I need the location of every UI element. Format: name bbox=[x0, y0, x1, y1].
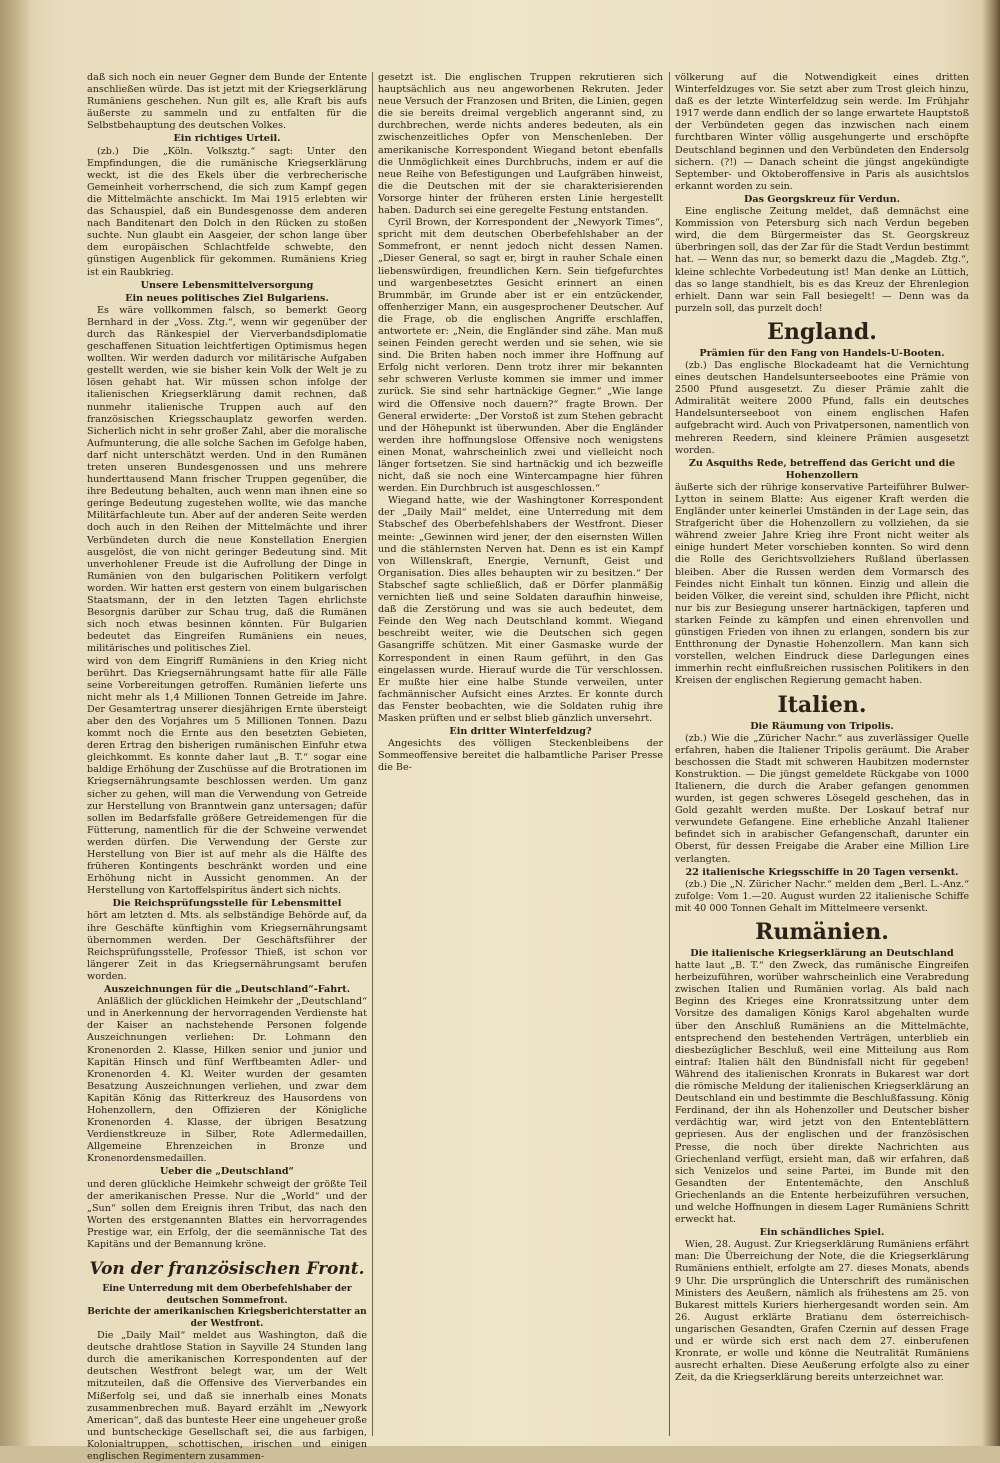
headline: Prämien für den Fang von Handels-U-Booten. bbox=[699, 347, 945, 359]
paragraph: Wiegand hatte, wie der Washingtoner Korrespondent der „Daily Mail“ meldet, eine Unterredung mit dem Stabschef des Oberbefehlshabers der Westfront. Dieser meinte: „Gewinnen wird jener, der den eisernsten Willen und die stählernsten Nerven hat. Denn es ist ein Kampf von Willenskraft, Energie, Vernunft, Geist und Organisation. Dies alles behaupten wir zu besitzen.“ Der Stabschef sagte schließlich, daß er Dörfer planmäßig vernichten ließ und seine Soldaten daraufhin hinweise, daß die Zerstörung und was sie auch bedeutet, dem Feinde den Weg nach Deutschland kommt. Wiegand beschreibt weiter, wie die Deutschen sich gegen Gasangriffe schützen. Mit einer Gasmaske wurde der Korrespondent in einen Raum geführt, in den Gas eingelassen wurde. Hierauf wurde die Tür verschlossen. Er mußte hier eine halbe Stunde verweilen, unter fachmännischer Aufsicht eines Arztes. Er konnte durch das Fenster beobachten, wie die Soldaten ruhig ihre Masken prüften und er selbst blieb gänzlich unversehrt. bbox=[378, 495, 663, 724]
page-edge-shadow bbox=[982, 0, 1000, 1446]
paragraph: und deren glückliche Heimkehr schweigt der größte Teil der amerikanischen Presse. Nur die „World“ und der „Sun“ sollen dem Ereignis ihren Tribut, das nach den Worten des erstgenannten Blattes ein hervorragendes Prestige war, ein Erfolg, der die seemännische Tat des Kapitäns und der Bemannung kröne. bbox=[87, 1178, 367, 1250]
paragraph: äußerte sich der rührige konservative Parteiführer Bulwer-Lytton in seinem Blatte: Aus eigener Kraft werden die Engländer unter keinerlei Umständen in der Lage sein, das Strafgericht über die Hohenzollern zu vollziehen, da sie während zweier Jahre Krieg ihre Front nicht weiter als einige hundert Meter vorschieben konnten. So wird denn die Rolle des Gerichtsvollziehers Rußland überlassen bleiben. Aber die Russen werden dem Vormarsch des Feindes nicht Einhalt tun können. Einzig und allein die beiden Völker, die vereint sind, schulden ihre Pflicht, nicht nur bis zur Besiegung unserer hartnäckigen, tapferen und starken Feinde zu kämpfen und einen ehrenvollen und günstigen Frieden von ihnen zu erlangen, sondern bis zur Entthronung der Dynastie Hohenzollern. Man kann sich vorstellen, welchen Eindruck diese Darlegungen eines immerhin recht einflußreichen russischen Politikers in den Kreisen der englischen Regierung gemacht haben. bbox=[675, 481, 969, 687]
paragraph: hört am letzten d. Mts. als selbständige Behörde auf, da ihre Geschäfte künftighin vom Kriegsernährungsamt übernommen werden. Der Geschäftsführer der Reichsprüfungsstelle, Professor Thieß, ist schon vor längerer Zeit in das Kriegsernährungsamt berufen worden. bbox=[87, 910, 367, 982]
headline: Ein neues politisches Ziel Bulgariens. bbox=[125, 292, 329, 304]
kicker: Berichte der amerikanischen Kriegsberichterstatter an der Westfront. bbox=[87, 1307, 367, 1329]
section-headline: Italien. bbox=[777, 691, 867, 718]
section-headline: Rumänien. bbox=[755, 919, 889, 945]
kicker: Eine Unterredung mit dem Oberbefehlshaber der deutschen Sommefront. bbox=[102, 1284, 352, 1306]
page-binding-shadow bbox=[0, 0, 32, 1446]
column-rule-1 bbox=[372, 72, 373, 1436]
section-headline: Von der französischen Front. bbox=[89, 1259, 365, 1280]
headline: Zu Asquiths Rede, betreffend das Gericht und die Hohenzollern bbox=[688, 457, 956, 481]
paragraph: Es wäre vollkommen falsch, so bemerkt Georg Bernhard in der „Voss. Ztg.“, wenn wir gegenüber der durch das Ränkespiel der Vierverbandsdiplomatie geschaffenen Situation leichtfertigen Optimismus hegen wollten. Wir werden dadurch vor militärische Aufgaben gestellt werden, wie sie bisher kein Volk der Welt je zu lösen gehabt hat. Wir müssen schon infolge der italienischen Kriegserklärung damit rechnen, daß nunmehr italienische Truppen auch auf den französischen Kriegsschauplatz geworfen werden. Sicherlich nicht in sehr großer Zahl, aber die moralische Aufmunterung, die alle solche Sachen im Gefolge haben, darf nicht unterschätzt werden. Und in den Rumänen treten unseren Bundesgenossen und uns mehrere hunderttausend Mann frischer Truppen gegenüber, die ihre Bedeutung behalten, auch wenn man ihnen eine so geringe Bedeutung zugestehen wollte, wie das manche Militärfachleute tun. Aber auf der anderen Seite werden doch auch in den Reihen der Mittelmächte und ihrer Verbündeten durch die neue Konstellation Energien ausgelöst, die von nicht geringer Bedeutung sind. Mit unverhohlener Freude ist die Aufrollung der Dinge in Rumänien von den bulgarischen Politikern verfolgt worden. Wir hatten erst gestern von einem bulgarischen Staatsmann, der in den letzten Tagen ehrlichste Besorgnis darüber zur Schau trug, daß die Rumänen sich noch etwas besinnen könnten. Für Bulgarien bedeutet das Eingreifen Rumäniens ein neues, militärisches und politisches Ziel. bbox=[87, 304, 367, 655]
paragraph: Eine englische Zeitung meldet, daß demnächst eine Kommission von Petersburg sich nach Verdun begeben wird, die dem Bürgermeister das St. Georgskreuz überbringen soll, das der Zar für die Stadt Verdun bestimmt hat. — Wenn das nur, so bemerkt dazu die „Magdeb. Ztg.“, kleine schlechte Vorbedeutung ist! Man denke an Lüttich, das so lange standhielt, bis es das Kreuz der Ehrenlegion erhielt. Dann war sein Fall besiegelt! — Denn was da purzeln soll, das purzelt doch! bbox=[675, 206, 969, 314]
headline: 22 italienische Kriegsschiffe in 20 Tagen versenkt. bbox=[685, 866, 959, 878]
paragraph: Wien, 28. August. Zur Kriegserklärung Rumäniens erfährt man: Die Überreichung der Note, die die Kriegserklärung Rumäniens enthielt, erfolgte am 27. dieses Monats, abends 9 Uhr. Die ursprünglich die Unterschrift des rumänischen Ministers des Aeußern, nämlich als frühestens am 25. von Bukarest mittels Kuriers hierhergesandt worden sein. Am 26. August erklärte Bratianu dem österreichisch-ungarischen Gesandten, Grafen Czernin auf dessen Frage und er würde sich erst nach dem 27. einberufenen Kronrate, er wolle und könne die Neutralität Rumäniens ausrecht erhalten. Diese Aeußerung erfolgte also zu einer Zeit, da die Kriegserklärung bereits unterzeichnet war. bbox=[675, 1239, 969, 1384]
headline: Auszeichnungen für die „Deutschland“-Fahrt. bbox=[103, 984, 351, 996]
headline: Die Reichsprüfungsstelle für Lebensmittel bbox=[112, 898, 342, 910]
headline: Ueber die „Deutschland“ bbox=[159, 1166, 295, 1178]
column-3 bbox=[675, 72, 969, 1436]
section-headline: England. bbox=[767, 318, 877, 345]
column-2 bbox=[378, 72, 663, 1436]
paragraph: (zb.) Das englische Blockadeamt hat die Vernichtung eines deutschen Handelsunterseebootes eine Prämie von 2500 Pfund ausgesetzt. Zu dieser Prämie zahlt die Admiralität weitere 2000 Pfund, falls ein deutsches Handelsunterseeboot von einem englischen Hafen aufgebracht wird. Auch von Privatpersonen, namentlich von mehreren Reedern, sind kleinere Prämien ausgesetzt worden. bbox=[675, 359, 969, 456]
headline: Die italienische Kriegserklärung an Deutschland bbox=[690, 948, 954, 959]
paragraph: gesetzt ist. Die englischen Truppen rekrutieren sich hauptsächlich aus neu angeworbenen Rekruten. Jeder neue Versuch der Franzosen und Briten, die Linien, gegen die sie bereits dreimal vergeblich angerannt sind, zu durchbrechen, werde nichts anderes bedeuten, als ein zwischenzeitliches Opfer von Menschenleben. Der amerikanische Korrespondent Wiegand betont ebenfalls die Unmöglichkeit eines Durchbruchs, indem er auf die neue Reihe von Befestigungen und Laufgräben hinweist, die die Deutschen mit der sie charakterisierenden Vorsorge hinter der früheren ersten Linie hergestellt haben. Dadurch sei eine geregelte Festung entstanden. bbox=[378, 72, 663, 217]
paragraph: Die „Daily Mail“ meldet aus Washington, daß die deutsche drahtlose Station in Sayville 24 Stunden lang durch die amerikanischen Korrespondenten auf der deutschen Westfront belegt war, um der Welt mitzuteilen, daß die Offensive des Vierverbandes ein Mißerfolg sei, und daß sie innerhalb eines Monats zusammenbrechen muß. Bayard erzählt im „Newyork American“, daß das bunteste Heer eine ungeheuer große und buntscheckige Gesellschaft sei, die aus farbigen, Kolonialtruppen, schottischen, irischen und einigen englischen Regimentern zusammen- bbox=[87, 1330, 367, 1463]
paragraph: wird von dem Eingriff Rumäniens in den Krieg nicht berührt. Das Kriegsernährungsamt hatte für alle Fälle seine Vorbereitungen getroffen. Rumänien lieferte uns nicht mehr als 1,4 Millionen Tonnen Getreide im Jahre. Der Gesamtertrag unserer diesjährigen Ernte übersteigt aber den des Vorjahres um 5 Millionen Tonnen. Dazu kommt noch die Ernte aus den besetzten Gebieten, deren Ertrag den bisherigen rumänischen Einfuhr etwa gleichkommt. Es konnte daher laut „B. T.“ sogar eine baldige Erhöhung der Zuschüsse auf die Brotrationen im Kriegsernährungsamte beschlossen werden. Um ganz sicher zu gehen, will man die Verwendung von Getreide zur Herstellung von Branntwein ganz untersagen; dafür sollen im Bedarfsfalle größere Getreidemengen für die Fütterung, namentlich für die der Schweine verwendet werden dürfen. Die Verwendung der Gerste zur Herstellung von Bier ist auf mehr als die Hälfte des früheren Kontingents beschränkt worden und eine Erhöhung nicht in Aussicht genommen. An der Herstellung von Kartoffelspiritus ändert sich nichts. bbox=[87, 655, 367, 897]
headline: Das Georgskreuz für Verdun. bbox=[744, 193, 900, 205]
paragraph: (zb.) Die „Köln. Volksztg.“ sagt: Unter den Empfindungen, die die rumänische Kriegserklärung weckt, ist die des Ekels über die verbrecherische Gemeinheit vorherrschend, die sich zum Kampf gegen die Mittelmächte anschickt. Im Mai 1915 erlebten wir das Schauspiel, daß ein Bundesgenosse dem anderen nach Banditenart den Dolch in den Rücken zu stoßen suchte. Nun glaubt ein Aasgeier, der schon lange über dem europäischen Schlachtfelde schwebte, den günstigen Augenblick für gekommen. Rumäniens Krieg ist ein Raubkrieg. bbox=[87, 145, 367, 278]
column-1 bbox=[87, 72, 367, 1463]
paragraph: Cyril Brown, der Korrespondent der „Newyork Times“, spricht mit dem deutschen Oberbefehlshaber an der Sommefront, er nennt jedoch nicht dessen Namen. „Dieser General, so sagt er, birgt in rauher Schale einen liebenswürdigen, freundlichen Kern. Sein tiefgefurchtes und wargenbesetztes Gesicht erinnert an einen Brummbär, im Grunde aber ist er ein entzückender, offenherziger Mann, ein ausgesprochener Deutscher. Auf die Frage, ob die englischen Angriffe erschlaffen, antwortete er: „Nein, die Engländer sind zähe. Man muß seinen Feinden gerecht werden und sie sehen, wie sie sind. Die Briten haben noch immer ihre Hoffnung auf Erfolg nicht verloren. Denn trotz ihrer mir bekannten sehr schweren Verluste kommen sie immer und immer zurück. Sie sind sehr hartnäckige Gegner.“ „Wie lange wird die Offensive noch dauern?“ fragte Brown. Der General erwiderte: „Der Vorstoß ist zum Stehen gebracht und der Höhepunkt ist überwunden. Aber die Engländer werden ihre hoffnungslose Offensive noch wenigstens einen Monat, wahrscheinlich zwei und vielleicht noch länger fortsetzen. Sie sind hartnäckig und ich bezweifle nicht, daß sie noch eine Wintercampagne hier führen werden. Ein Durchbruch ist ausgeschlossen.“ bbox=[378, 217, 663, 495]
headline: Die Räumung von Tripolis. bbox=[750, 720, 894, 732]
paragraph: hatte laut „B. T.“ den Zweck, das rumänische Eingreifen herbeizuführen, worüber wahrscheinlich eine Verabredung zwischen Italien und Rumänien vorlag. Als bald nach Beginn des Krieges eine Kronratssitzung unter dem Vorsitze des damaligen Königs Karol abgehalten wurde über den Anschluß Rumäniens an die Mittelmächte, entsprechend den bestehenden Verträgen, unterblieb ein diesbezüglicher Beschluß, weil eine Mitteilung aus Rom eintraf: Italien hält den Bündnisfall nicht für gegeben! Während des italienischen Kronrats in Bukarest war dort die römische Meldung der italienischen Kriegserklärung an Deutschland ein und bestimmte die Beschlußfassung. König Ferdinand, der ihn als Hohenzoller und Deutscher bisher verdächtig war, wird jetzt von den Ententeblättern gepriesen. Aus der englischen und der französischen Presse, die noch über direkte Nachrichten aus Griechenland verfügt, ersieht man, daß wir erfahren, daß sich Venizelos und seine Partei, im Bunde mit den Gesandten der Ententemächte, den Anschluß Griechenlands an die Entente herbeizuführen versuchen, und welche Hoffnungen in diesem Lager Rumäniens Schritt erweckt hat. bbox=[675, 960, 969, 1226]
headline: Ein dritter Winterfeldzug? bbox=[449, 726, 592, 738]
paragraph: völkerung auf die Notwendigkeit eines dritten Winterfeldzuges vor. Sie setzt aber zum Trost gleich hinzu, daß es der letzte Winterfeldzug sein werde. Im Frühjahr 1917 werde dann endlich der so lange erwartete Hauptstoß der Verbündeten gegen das inzwischen nach einem furchtbaren Winter völlig ausgehungerte und erschöpfte Deutschland beginnen und den Verbündeten den Endersolg sichern. (?!) — Danach scheint die jüngst angekündigte September- und Oktoberoffensive in Paris als ausichtslos erkannt worden zu sein. bbox=[675, 72, 969, 192]
headline: Unsere Lebensmittelversorgung bbox=[140, 279, 314, 291]
paragraph: (zb.) Wie die „Züricher Nachr.“ aus zuverlässiger Quelle erfahren, haben die Italiener Tripolis geräumt. Die Araber beschossen die Stadt mit schweren Haubitzen modernster Konstruktion. — Die jüngst gemeldete Rückgabe von 1000 Italienern, die durch die Araber gefangen genommen wurden, ist gegen schweres Lösegeld geschehen, das in Gold gezahlt werden mußte. Der Loskauf betraf nur verwundete Gefangene. Eine erhebliche Anzahl Italiener befindet sich in arabischer Gefangenschaft, darunter ein Oberst, für dessen Freigabe die Araber eine Million Lire verlangten. bbox=[675, 732, 969, 865]
paragraph: Angesichts des völligen Steckenbleibens der Sommeoffensive bereitet die halbamtliche Pariser Presse die Be- bbox=[378, 738, 663, 774]
paragraph: daß sich noch ein neuer Gegner dem Bunde der Entente anschließen würde. Das ist jetzt mit der Kriegserklärung Rumäniens geschehen. Nun gilt es, alle Kraft bis aufs äußerste zu sammeln und zu entfalten für die Selbstbehauptung des deutschen Volkes. bbox=[87, 72, 367, 132]
paragraph: (zb.) Die „N. Züricher Nachr.“ melden dem „Berl. L.-Anz.“ zufolge: Vom 1.—20. August wurden 22 italienische Schiffe mit 40 000 Tonnen Gehalt im Mittelmeere versenkt. bbox=[675, 878, 969, 914]
paragraph: Anläßlich der glücklichen Heimkehr der „Deutschland“ und in Anerkennung der hervorragenden Verdienste hat der Kaiser an nachstehende Personen folgende Auszeichnungen verliehen: Dr. Lohmann den Kronenorden 2. Klasse, Hilken senior und junior und Kapitän Hinsch und fünf Werftbeamten Adler- und Kronenorden 4. Kl. Weiter wurden der gesamten Besatzung Auszeichnungen verliehen, und zwar dem Kapitän König das Ritterkreuz des Hausordens von Hohenzollern, den Offizieren der Königliche Kronenorden 4. Klasse, der übrigen Besatzung Verdienstkreuze in Silber, Rote Adlermedaillen, Allgemeine Ehrenzeichen in Bronze und Kronenordensmedaillen. bbox=[87, 996, 367, 1165]
headline: Ein richtiges Urteil. bbox=[173, 133, 281, 145]
headline: Ein schändliches Spiel. bbox=[759, 1227, 885, 1239]
column-rule-2 bbox=[669, 72, 670, 1436]
